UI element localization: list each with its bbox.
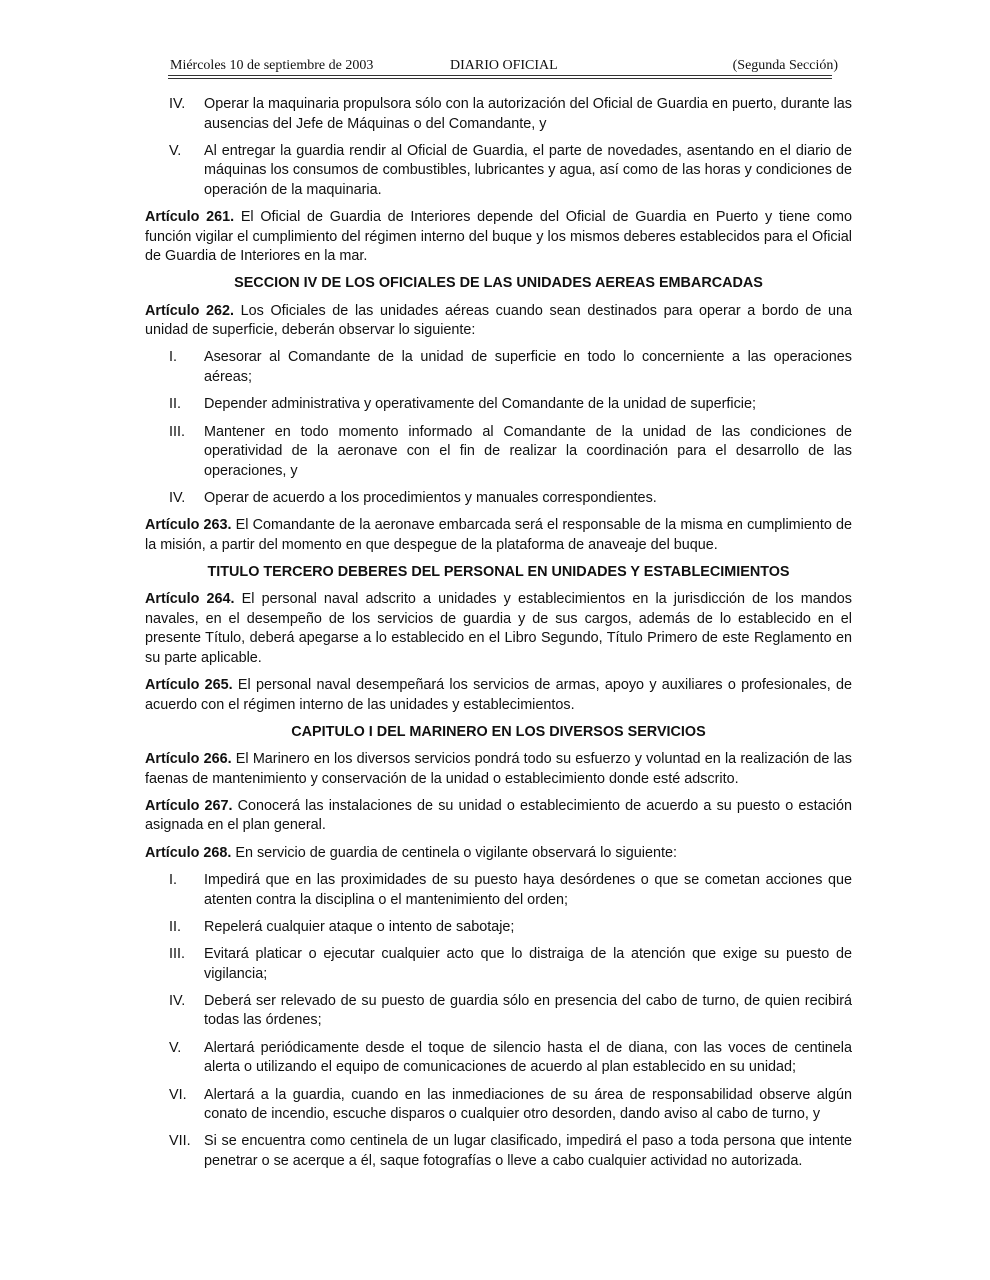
list-text: Asesorar al Comandante de la unidad de superficie en todo lo concerniente a las operaciones aéreas; <box>204 349 852 385</box>
article-266 <box>145 750 852 789</box>
list-text: Si se encuentra como centinela de un lugar clasificado, impedirá el paso a toda persona que intente penetrar o se acerque a él, saque fotografías o lleve a cabo cualquier actividad no autorizada. <box>204 1133 852 1169</box>
article-265 <box>145 676 852 715</box>
list-numeral: V. <box>169 142 182 159</box>
list-text: Impedirá que en las proximidades de su puesto haya desórdenes o que se cometan acciones que atenten contra la disciplina o el mantenimiento del orden; <box>204 872 852 908</box>
section-heading: SECCION IV DE LOS OFICIALES DE LAS UNIDADES AEREAS EMBARCADAS <box>234 275 763 292</box>
article-text: Conocerá las instalaciones de su unidad o establecimiento de acuerdo a su puesto o estación asignada en el plan general. <box>145 797 852 834</box>
article-text: El personal naval desempeñará los servicios de armas, apoyo y auxiliares o profesionales, de acuerdo con el régimen interno de las unidades y establecimientos. <box>145 677 852 713</box>
article-label: Artículo 264. <box>145 591 235 608</box>
article-text: Los Oficiales de las unidades aéreas cuando sean destinados para operar a bordo de una unidad de superficie, deberán observar lo siguiente: <box>145 302 852 339</box>
list-numeral: VI. <box>169 1086 187 1103</box>
list-numeral: IV. <box>169 96 186 112</box>
list-text: Repelerá cualquier ataque o intento de sabotaje; <box>204 918 515 935</box>
list-text: Operar de acuerdo a los procedimientos y manuales correspondientes. <box>204 489 657 506</box>
list-item <box>145 1132 852 1171</box>
list-item <box>145 1086 852 1125</box>
article-text: El Marinero en los diversos servicios pondrá todo su esfuerzo y voluntad en la realización de las faenas de mantenimiento y conservación de la unidad o establecimiento donde esté adscrito. <box>145 751 852 787</box>
list-item <box>145 142 852 201</box>
list-text: Mantener en todo momento informado al Comandante de la unidad de las condiciones de operatividad de la aeronave con el fin de realizar la coordinación para el desarrollo de las operaciones, y <box>204 423 852 479</box>
list-numeral: II. <box>169 918 181 935</box>
article-label: Artículo 266. <box>145 751 232 768</box>
chapter-heading: CAPITULO I DEL MARINERO EN LOS DIVERSOS SERVICIOS <box>291 723 706 740</box>
article-267 <box>145 797 852 836</box>
article-label: Artículo 262. <box>145 302 235 319</box>
header-section: (Segunda Sección) <box>732 58 838 73</box>
page-header <box>168 56 840 76</box>
article-label: Artículo 263. <box>145 517 232 534</box>
list-numeral: I. <box>169 349 177 366</box>
list-text: Depender administrativa y operativamente del Comandante de la unidad de superficie; <box>204 396 756 413</box>
list-text: Operar la maquinaria propulsora sólo con la autorización del Oficial de Guardia en puerto, durante las ausencias del Jefe de Máquinas o del Comandante, y <box>204 96 852 132</box>
list-text: Evitará platicar o ejecutar cualquier acto que lo distraiga de la atención que exige su puesto de vigilancia; <box>204 946 852 982</box>
article-label: Artículo 265. <box>145 677 233 694</box>
list-numeral: III. <box>169 423 185 440</box>
list-numeral: I. <box>169 872 177 889</box>
header-rule-top <box>168 75 832 76</box>
list-numeral: IV. <box>169 489 186 506</box>
header-publication: DIARIO OFICIAL <box>450 58 558 73</box>
list-item <box>145 348 852 387</box>
document-body <box>145 95 852 1179</box>
article-label: Artículo 268. <box>145 844 232 861</box>
article-text: En servicio de guardia de centinela o vigilante observará lo siguiente: <box>231 844 677 861</box>
list-item <box>145 395 852 415</box>
list-item <box>145 1039 852 1078</box>
list-text: Alertará a la guardia, cuando en las inmediaciones de su área de responsabilidad observe algún conato de incendio, escuche disparos o cualquier otro desorden, dando aviso al cabo de turno, y <box>204 1086 852 1123</box>
list-numeral: IV. <box>169 992 186 1009</box>
list-item <box>145 992 852 1031</box>
header-date: Miércoles 10 de septiembre de 2003 <box>170 58 374 73</box>
list-item <box>145 489 852 509</box>
list-numeral: VII. <box>169 1133 191 1150</box>
article-268 <box>145 844 852 864</box>
article-262 <box>145 302 852 341</box>
list-numeral: V. <box>169 1039 182 1056</box>
list-item <box>145 871 852 910</box>
article-264 <box>145 590 852 668</box>
title-heading: TITULO TERCERO DEBERES DEL PERSONAL EN UNIDADES Y ESTABLECIMIENTOS <box>207 563 790 580</box>
list-text: Al entregar la guardia rendir al Oficial de Guardia, el parte de novedades, asentando en el diario de máquinas los consumos de combustibles, lubricantes y agua, así como de las horas y condiciones de operación de la maquinaria. <box>204 142 852 198</box>
list-item <box>145 918 852 938</box>
list-text: Alertará periódicamente desde el toque de silencio hasta el de diana, con las voces de centinela alerta o utilizando el equipo de comunicaciones de acuerdo al plan establecido en su unidad; <box>204 1039 852 1076</box>
list-item <box>145 945 852 984</box>
article-label: Artículo 267. <box>145 797 233 814</box>
list-numeral: III. <box>169 946 185 963</box>
article-text: El personal naval adscrito a unidades y establecimientos en la jurisdicción de los mandos navales, en el desempeño de los servicios de guardia y de sus cargos, además de lo establecido en el presente Título, deberá apegarse a lo establecido en el Libro Segundo, Título Primero de este Reglamento en su parte aplicable. <box>145 591 853 666</box>
list-item <box>145 95 852 134</box>
list-item <box>145 423 852 482</box>
list-text: Deberá ser relevado de su puesto de guardia sólo en presencia del cabo de turno, de quien recibirá todas las órdenes; <box>204 992 852 1029</box>
article-263 <box>145 516 852 555</box>
article-label: Artículo 261. <box>145 209 235 226</box>
article-text: El Comandante de la aeronave embarcada será el responsable de la misma en cumplimiento de la misión, a partir del momento en que despegue de la plataforma de anaveaje del buque. <box>145 517 852 553</box>
article-261 <box>145 208 852 267</box>
header-rule-bottom <box>168 78 832 79</box>
article-text: El Oficial de Guardia de Interiores depende del Oficial de Guardia en Puerto y tiene como función vigilar el cumplimiento del régimen interno del buque y los mismos deberes establecidos para el Oficial de Guardia de Interiores en la mar. <box>145 209 852 265</box>
list-numeral: II. <box>169 396 181 413</box>
